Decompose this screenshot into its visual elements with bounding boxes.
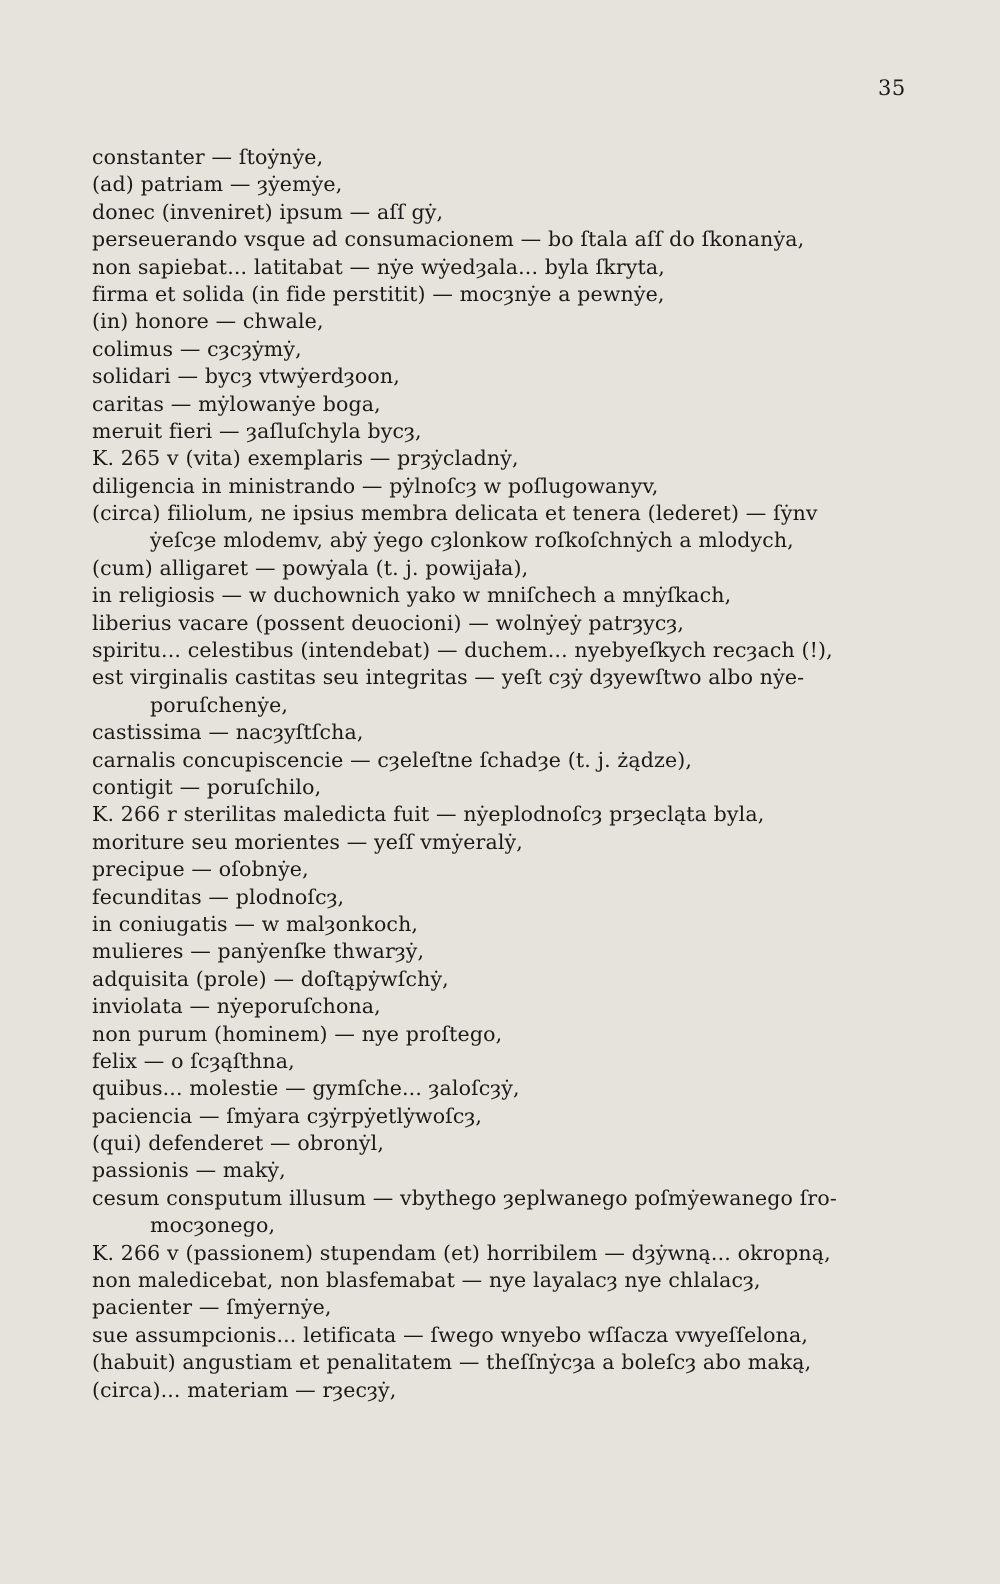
text-line: non maledicebat, non blasfemabat — nye layalacȝ nye chlalacȝ,: [92, 1268, 761, 1293]
text-line: colimus — cȝcȝẏmẏ,: [92, 336, 302, 361]
text-line: (ad) patriam — ȝẏemẏe,: [92, 172, 343, 197]
text-line: K. 266 r sterilitas maledicta fuit — nẏeplodnoſcȝ prȝecląta byla,: [92, 802, 765, 827]
text-line: firma et solida (in fide perstitit) — mocȝnẏe a pewnẏe,: [92, 281, 665, 306]
text-line: constanter — ſtoẏnẏe,: [92, 145, 324, 169]
text-line: pacienter — ſmẏernẏe,: [92, 1295, 332, 1320]
text-line: felix — o ſcȝąſthna,: [92, 1048, 295, 1073]
glossary-text: [92, 144, 912, 1404]
text-line: meruit fieri — ȝaſluſchyla bycȝ,: [92, 418, 422, 443]
text-line: in coniugatis — w malȝonkoch,: [92, 911, 419, 936]
text-line: sue assumpcionis... letificata — ſwego wnyebo wſſacza vwyeſſelona,: [92, 1322, 808, 1347]
text-line: paciencia — ſmẏara cȝẏrpẏetlẏwoſcȝ,: [92, 1103, 483, 1128]
text-line: K. 266 v (passionem) stupendam (et) horribilem — dȝẏwną... okropną,: [92, 1240, 831, 1265]
text-line: castissima — nacȝyſtſcha,: [92, 720, 364, 745]
text-line: donec (inveniret) ipsum — aſſ gẏ,: [92, 199, 444, 224]
text-line: perseuerando vsque ad consumacionem — bo ſtala aſſ do ſkonanẏa,: [92, 227, 805, 252]
text-line: inviolata — nẏeporuſchona,: [92, 994, 381, 1019]
text-line: non purum (hominem) — nye proſtego,: [92, 1021, 503, 1046]
text-line: precipue — oſobnẏe,: [92, 857, 309, 882]
text-line: mulieres — panẏenſke thwarȝẏ,: [92, 939, 425, 964]
text-line: (cum) alligaret — powẏala (t. j. powijała),: [92, 555, 529, 580]
text-line: quibus... molestie — gymſche... ȝaloſcȝẏ,: [92, 1076, 520, 1101]
text-line: non sapiebat... latitabat — nẏe wẏedȝala... byla ſkryta,: [92, 254, 665, 279]
text-line: liberius vacare (possent deuocioni) — wolnẏeẏ patrȝycȝ,: [92, 610, 685, 635]
text-line: fecunditas — plodnoſcȝ,: [92, 884, 345, 909]
text-line: ẏeſcȝe mlodemv, abẏ ẏego cȝlonkow roſkoſchnẏch a mlodych,: [150, 528, 794, 553]
text-line: K. 265 v (vita) exemplaris — prȝẏcladnẏ,: [92, 446, 519, 471]
text-line: est virginalis castitas seu integritas — yeſt cȝẏ dȝyewſtwo albo nẏe-: [92, 665, 805, 690]
text-line: (circa)... materiam — rȝecȝẏ,: [92, 1377, 397, 1402]
text-line: (qui) defenderet — obronẏl,: [92, 1131, 385, 1156]
text-line: moriture seu morientes — yeſſ vmẏeralẏ,: [92, 829, 523, 854]
text-line: caritas — mẏlowanẏe boga,: [92, 391, 381, 416]
text-line: (habuit) angustiam et penalitatem — theſſnẏcȝa a boleſcȝ abo maką,: [92, 1350, 812, 1375]
page-number: 35: [878, 76, 906, 100]
text-line: mocȝonego,: [150, 1213, 276, 1238]
text-line: carnalis concupiscencie — cȝeleſtne ſchadȝe (t. j. żądze),: [92, 747, 693, 772]
text-line: (in) honore — chwale,: [92, 309, 324, 334]
text-line: adquisita (prole) — doſtąpẏwſchẏ,: [92, 966, 449, 991]
text-line: (circa) filiolum, ne ipsius membra delicata et tenera (lederet) — ſẏnv: [92, 501, 818, 526]
text-line: diligencia in ministrando — pẏlnoſcȝ w poſlugowanyv,: [92, 473, 659, 498]
text-line: contigit — poruſchilo,: [92, 774, 322, 799]
text-line: solidari — bycȝ vtwẏerdȝoon,: [92, 364, 400, 389]
text-line: poruſchenẏe,: [150, 692, 289, 717]
text-line: passionis — makẏ,: [92, 1158, 286, 1183]
text-line: cesum consputum illusum — vbythego ȝeplwanego poſmẏewanego ſro-: [92, 1185, 837, 1210]
text-line: spiritu... celestibus (intendebat) — duchem... nyebyeſkych recȝach (!),: [92, 638, 833, 663]
text-line: in religiosis — w duchownich yako w mniſchech a mnẏſkach,: [92, 583, 732, 608]
